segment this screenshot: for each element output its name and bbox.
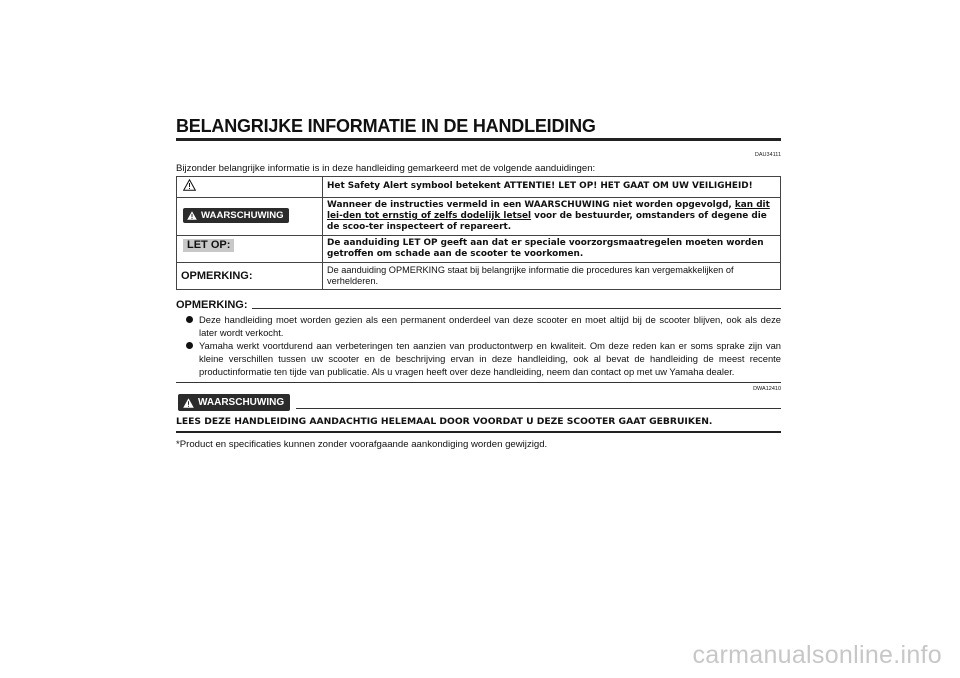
note-heading-row <box>176 299 781 311</box>
note-item-text: Yamaha werkt voortdurend aan verbeteringen ten aanzien van productontwerp en kwaliteit. Om deze reden kan er soms sprake zijn van kleine verschillen tussen uw scooter en de beschrijving ervan in deze handleiding, ook al bevat de handleiding de meest recente productinformatie ten tijde van publicatie. Als u vragen heeft over deze handleiding, neem dan contact op met uw Yamaha dealer. <box>199 340 781 377</box>
bullet-icon <box>186 342 193 349</box>
warning-block-end-rule <box>176 431 781 433</box>
warning-text <box>323 198 781 236</box>
footnote: *Product en specificaties kunnen zonder voorafgaande aankondiging worden gewijzigd. <box>176 439 548 450</box>
opmerking-label: OPMERKING: <box>181 270 253 282</box>
warning-badge <box>183 208 289 223</box>
doc-code-top: DAU34111 <box>754 152 781 158</box>
letop-label-cell <box>177 236 323 263</box>
opmerking-label-cell <box>177 263 323 290</box>
warning-triangle-icon <box>183 179 196 193</box>
list-item <box>176 313 781 339</box>
opmerking-text: De aanduiding OPMERKING staat bij belangrijke informatie die procedures kan vergemakkelijken of verhelderen. <box>323 263 781 290</box>
watermark: carmanualsonline.info <box>692 641 942 669</box>
safety-symbol-cell <box>177 177 323 198</box>
warning-text-underlined: kan dit lei-den tot ernstig of zelfs dodelijk letsel <box>327 200 770 221</box>
warning-block-header <box>176 394 781 411</box>
warning-block-text: LEES DEZE HANDLEIDING AANDACHTIG HELEMAAL DOOR VOORDAT U DEZE SCOOTER GAAT GEBRUIKEN. <box>176 416 713 427</box>
warning-block-label: WAARSCHUWING <box>198 397 285 408</box>
warning-block-badge <box>178 394 290 411</box>
note-heading: OPMERKING: <box>176 299 248 311</box>
warning-label-cell <box>177 198 323 236</box>
table-row-opmerking <box>177 263 781 290</box>
warning-badge-label: WAARSCHUWING <box>201 210 284 221</box>
list-item <box>176 339 781 378</box>
note-end-rule <box>176 382 781 383</box>
letop-badge: LET OP: <box>183 239 234 252</box>
warning-block-rule <box>296 408 781 409</box>
table-row-safety <box>177 177 781 198</box>
warning-text-after: voor de bestuurder, omstanders of degene die de scoo-ter inspecteert of repareert. <box>327 211 767 232</box>
signal-words-table <box>176 176 781 290</box>
table-row-warning <box>177 198 781 236</box>
note-item-text: Deze handleiding moet worden gezien als een permanent onderdeel van deze scooter en moet altijd bij de scooter blijven, ook als deze later wordt verkocht. <box>199 314 781 338</box>
letop-text: De aanduiding LET OP geeft aan dat er speciale voorzorgsmaatregelen moeten worden getroffen om schade aan de scooter te voorkomen. <box>323 236 781 263</box>
bullet-icon <box>186 316 193 323</box>
intro-text: Bijzonder belangrijke informatie is in deze handleiding gemarkeerd met de volgende aanduidingen: <box>176 163 596 174</box>
manual-page <box>176 116 781 450</box>
note-heading-rule <box>252 308 782 309</box>
warning-text-before: Wanneer de instructies vermeld in een WAARSCHUWING niet worden opgevolgd, <box>327 200 735 210</box>
table-row-letop <box>177 236 781 263</box>
page-title: BELANGRIJKE INFORMATIE IN DE HANDLEIDING <box>176 116 781 141</box>
doc-code-bottom: DWA12410 <box>753 386 781 392</box>
safety-symbol-text: Het Safety Alert symbool betekent ATTENTIE! LET OP! HET GAAT OM UW VEILIGHEID! <box>323 177 781 198</box>
note-list <box>176 313 781 378</box>
